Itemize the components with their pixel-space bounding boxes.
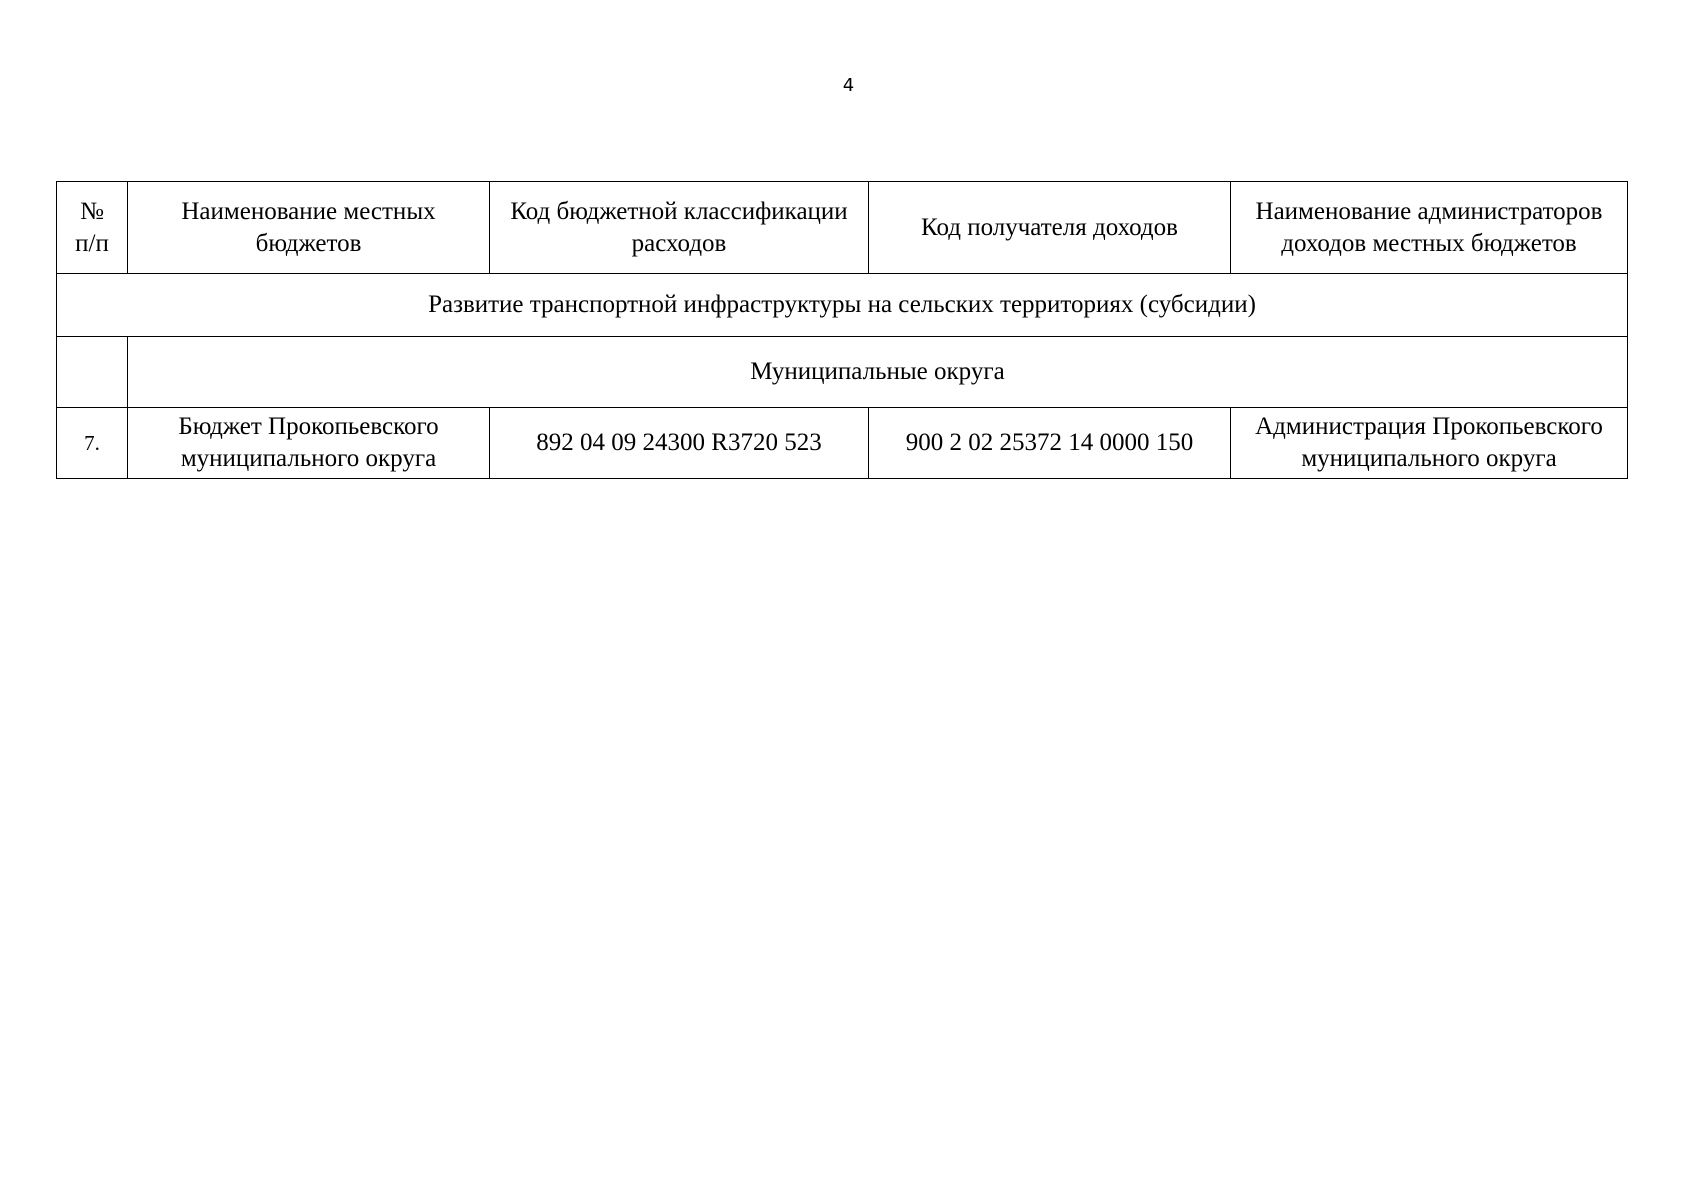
page-number: 4 — [842, 75, 855, 96]
row-administrator: Администрация Прокопьевского муниципального округа — [1231, 408, 1628, 479]
row-number: 7. — [57, 408, 128, 479]
row-expense-code: 892 04 09 24300 R3720 523 — [490, 408, 869, 479]
header-expense-code: Код бюджетной классификации расходов — [490, 182, 869, 274]
table-row — [57, 408, 1628, 479]
section-row — [57, 274, 1628, 337]
table-header-row — [57, 182, 1628, 274]
header-budget-name: Наименование местных бюджетов — [128, 182, 490, 274]
subsection-row — [57, 337, 1628, 408]
subsection-title: Муниципальные округа — [128, 337, 1628, 408]
row-recipient-code: 900 2 02 25372 14 0000 150 — [869, 408, 1231, 479]
budget-table — [56, 181, 1628, 479]
header-administrator: Наименование администраторов доходов местных бюджетов — [1231, 182, 1628, 274]
row-budget-name: Бюджет Прокопьевского муниципального округа — [128, 408, 490, 479]
subsection-empty-cell — [57, 337, 128, 408]
header-recipient-code: Код получателя доходов — [869, 182, 1231, 274]
header-number: № п/п — [57, 182, 128, 274]
section-title: Развитие транспортной инфраструктуры на сельских территориях (субсидии) — [57, 274, 1628, 337]
